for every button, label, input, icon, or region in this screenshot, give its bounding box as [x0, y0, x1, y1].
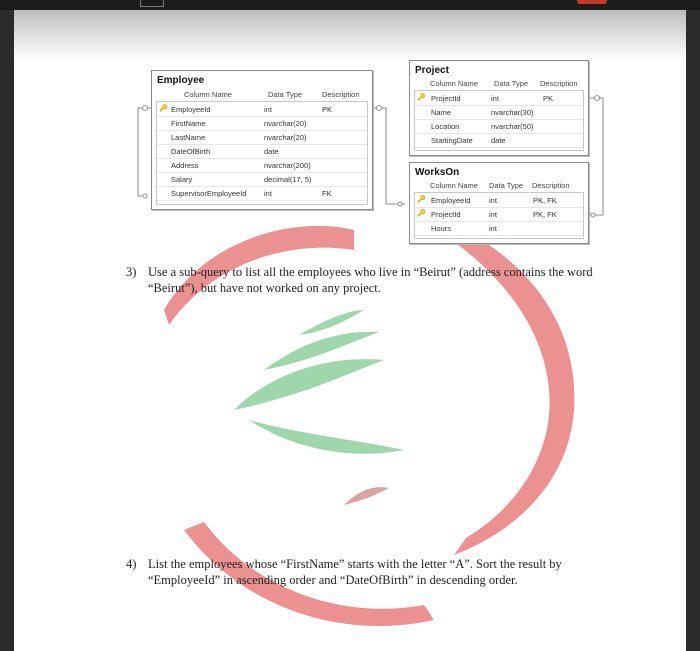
question-text: List the employees whose “FirstName” starts with the letter “A”. Sort the result by “EmployeeId” in ascending order and “DateOfBirth” in descending order.	[148, 557, 562, 587]
table-row[interactable]: 🔑 ProjectId int PK	[415, 91, 583, 106]
column-header: Data Type	[489, 181, 524, 190]
table-row[interactable]: SupervisorEmployeeId int FK	[157, 186, 367, 201]
question-3	[126, 264, 626, 298]
column-header: Description	[322, 90, 360, 99]
key-icon: 🔑	[417, 196, 426, 203]
question-number: 3)	[126, 265, 137, 279]
table-row[interactable]: 🔑 EmployeeId int PK, FK	[415, 193, 583, 208]
table-title: WorksOn	[415, 167, 460, 178]
workson-table[interactable]	[409, 162, 589, 244]
table-row[interactable]: 🔑 EmployeeId int PK	[157, 102, 367, 117]
column-header: Column Name	[184, 90, 232, 99]
column-header: Description	[540, 79, 578, 88]
key-icon: 🔑	[417, 210, 426, 217]
relationship-connector-icon	[591, 213, 595, 217]
relationship-connector-icon	[398, 202, 402, 206]
key-icon: 🔑	[159, 105, 168, 112]
relationship-connector-icon	[377, 106, 382, 111]
table-row[interactable]: Salary decimal(17, 5)	[157, 172, 367, 187]
document-page	[14, 10, 686, 651]
close-button[interactable]	[577, 0, 607, 4]
relationship-connector-icon	[143, 194, 147, 198]
question-text: Use a sub-query to list all the employees who live in “Beirut” (address contains the word “Beirut”), but have not worked on any project.	[148, 265, 593, 295]
table-title: Employee	[157, 75, 205, 86]
table-row[interactable]: Location nvarchar(50)	[415, 119, 583, 134]
relationship-connector-icon	[595, 96, 600, 101]
column-header: Description	[532, 181, 570, 190]
table-row[interactable]: StartingDate date	[415, 133, 583, 148]
table-row[interactable]: DateOfBirth date	[157, 144, 367, 159]
column-header: Data Type	[268, 90, 303, 99]
table-row[interactable]: Hours int	[415, 221, 583, 236]
toolbar-button[interactable]	[140, 0, 164, 7]
table-row[interactable]: Address nvarchar(200)	[157, 158, 367, 173]
table-row[interactable]: LastName nvarchar(20)	[157, 130, 367, 145]
question-number: 4)	[126, 557, 137, 571]
relationship-connector-icon	[143, 106, 148, 111]
table-title: Project	[415, 65, 449, 76]
question-4	[126, 556, 626, 590]
column-header: Column Name	[430, 181, 478, 190]
table-row[interactable]: 🔑 ProjectId int PK, FK	[415, 207, 583, 222]
viewer-top-bar	[0, 0, 700, 10]
table-row[interactable]: FirstName nvarchar(20)	[157, 116, 367, 131]
project-table[interactable]	[409, 60, 589, 156]
key-icon: 🔑	[417, 94, 426, 101]
column-header: Data Type	[494, 79, 529, 88]
employee-table[interactable]	[151, 70, 373, 210]
column-header: Column Name	[430, 79, 478, 88]
table-row[interactable]: Name nvarchar(30)	[415, 105, 583, 120]
